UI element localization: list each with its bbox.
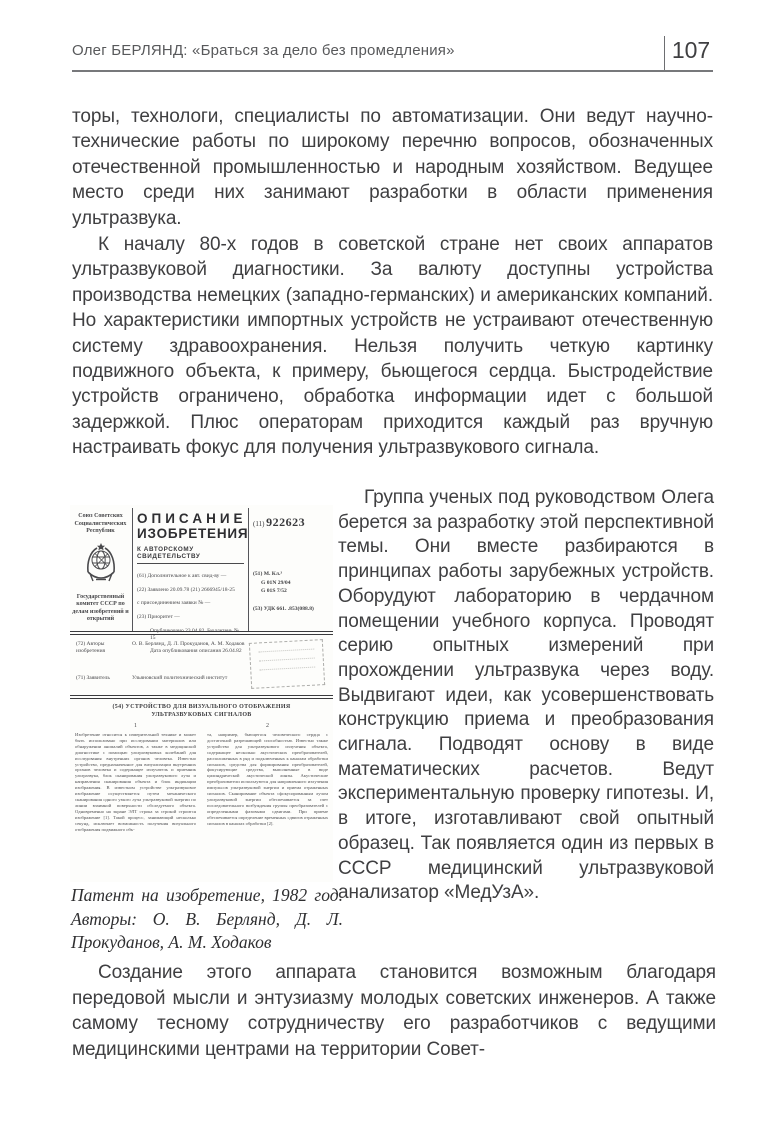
patent-doc-title	[137, 511, 249, 542]
patent-authors-label: (72) Авторы изобретения	[76, 641, 106, 654]
patent-body-column-1	[75, 723, 196, 832]
patent-udc-code: (53) УДК 661. .853(088.8)	[253, 605, 314, 612]
patent-doc-subtitle: К АВТОРСКОМУ СВИДЕТЕЛЬСТВУ	[137, 546, 244, 564]
patent-field-annex: с присоединением заявки № —	[137, 599, 211, 606]
stamp-line	[259, 667, 315, 671]
patent-issuer-block	[71, 513, 130, 624]
patent-column-divider	[132, 508, 133, 631]
patent-horizontal-rule	[70, 695, 333, 699]
patent-column-divider	[248, 508, 249, 631]
stamp	[249, 639, 325, 689]
patent-body-text-1: Изобретение относится к измерительной технике и может быть использовано при исследовании материалов или обнаружении аномалий объектов, а также в медицинской диагностике с помощью ультразвуковых колебаний для исследования внутренних органов человека. Известно устройство, предназначенное для визуализации внутренних органов человека и содержащее излучатель и приемник ультразвука, блок сканирования ультразвукового луча и направления сканирования объекта и блок индикации изображения. В известном устройстве ультразвуковое изображение осуществляется путем механического сканирования одного узкого луча ультразвуковой энергии по линии взаимной поверхности обследуемого объекта. Одновременно на экране ЭЛТ строка за строкой строится изображение [1]. Такой процесс, занимающий несколько секунд, исключает возможность получения визуального отображения подвижного объ-	[75, 732, 196, 832]
paragraph-3: Группа ученых под руководством Олега берется за разработку этой перспективной темы. Они вместе разбираются в принципах работы зарубежных устройств. Оборудуют лабораторию в чердачном помещении учебного корпуса. Проводят серию опытных измерений при прохождении ультразвука через воду. Выдвигают идеи, как усовершенствовать конструкцию приема и преобразования сигнала. Подводят основу в виде математических расчетов. Ведут экспериментальную проверку гипотезы. И, в итоге, изготавливают свой опытный образец. Так появляется один из первых в СССР медицинский ультразвуковой анализатор «МедУзА».	[338, 487, 714, 904]
patent-number-value: 922623	[266, 515, 306, 529]
patent-column-number: 2	[266, 723, 269, 729]
patent-issuer-name: Союз Советских Социалистических Республик	[74, 513, 127, 534]
patent-figure	[70, 505, 333, 882]
page-number: 107	[671, 37, 711, 63]
header-divider	[664, 36, 665, 70]
stamp-line	[258, 649, 314, 653]
running-header-title: Олег БЕРЛЯНД: «Браться за дело без промедления»	[72, 42, 455, 59]
paragraph-4: Создание этого аппарата становится возможным благодаря передовой мысли и энтузиазму молодых советских инженеров. А также самому тесному сотрудничеству его разработчиков с ведущими медицинскими центрами на территории Совет-	[72, 962, 716, 1060]
header-rule	[72, 70, 713, 72]
patent-number-block	[253, 515, 331, 613]
patent-field-publication-date: Дата опубликования описания 26.04.82	[150, 647, 242, 654]
paragraph-1: торы, технологи, специалисты по автоматизации. Они ведут научно-технические работы по широкому перечню вопросов, обозначенных отечественной промышленностью и народным хозяйством. Ведущее место среди них занимают разработки в области применения ультразвука.	[72, 106, 713, 229]
figure-caption: Патент на изобретение, 1982 год. Авторы: О. В. Берлянд, Д. Л. Прокуданов, А. М. Ходаков	[71, 885, 343, 952]
patent-field-61: (61) Дополнительное к авт. свид-ву —	[137, 572, 227, 579]
ussr-coat-of-arms-icon	[84, 542, 118, 584]
patent-body-text-2: та, например, бьющегося человеческого сердца с достаточной разрешающей способностью. Известно также устройство для ультразвукового излучения объекта, содержащее несколько акустических преобразователей, расположенных в ряд и подключенных к каналам обработки сигналов, средства для формирования преобразователей, фокусирующие средства, выполненные в виде цилиндрической акустической линзы. Акустические преобразователи используются для направленного излучения импульсов ультразвуковой энергии и приема отраженных сигналов. Сканирование объекта сфокусированным лучом ультразвуковой энергии обеспечивается за счет последовательного возбуждения группы преобразователей с определенными фазовыми сдвигами. При приеме обеспечивается определение временных сдвигов отраженных сигналов в каналах обработки [2].	[207, 732, 328, 826]
paragraph-2: К началу 80-х годов в советской стране нет своих аппаратов ультразвуковой диагностики. За валюту доступны устройства производства немецких (западно-германских) и американских компаний. Но характеристики импортных устройств не устраивают отечественную систему здравоохранения. Нельзя получить четкую картинку подвижного объекта, к примеру, бьющегося сердца. Быстродействие устройств ограничено, обработка информации идет с большой задержкой. Плюс операторам приходится каждый раз вручную настраивать фокус для получения ультразвукового сигнала.	[72, 234, 713, 459]
patent-column-number: 1	[134, 723, 137, 729]
stamp-line	[259, 658, 315, 662]
patent-authors-names: О. В. Берлянд, Д. Л. Прокуданов, А. М. Ходаков	[132, 641, 245, 647]
patent-number-label: (11)	[253, 520, 265, 528]
patent-number	[253, 515, 331, 530]
patent-class-code-1: G 01N 29/04	[261, 579, 291, 586]
patent-committee-name: Государственный комитет СССР по делам изобретений и открытий	[72, 593, 129, 622]
patent-doc-title-line1: ОПИСАНИЕ	[137, 511, 247, 526]
patent-body-column-2	[207, 723, 328, 832]
patent-horizontal-rule	[70, 631, 333, 635]
patent-class-code-2: G 01S 7/52	[261, 588, 287, 594]
patent-field-22: (22) Заявлено 20.09.78 (21) 2666945/18-25	[137, 586, 235, 593]
patent-body-columns	[75, 723, 328, 832]
patent-invention-title: (54) УСТРОЙСТВО ДЛЯ ВИЗУАЛЬНОГО ОТОБРАЖЕНИЯ УЛЬТРАЗВУКОВЫХ СИГНАЛОВ	[112, 704, 291, 718]
patent-field-published: Опубликовано 23.04.82. Бюллетень № 15	[150, 627, 240, 641]
patent-classification	[253, 570, 331, 596]
patent-applicant-name: Ульяновский политехнический институт	[132, 675, 228, 681]
patent-doc-title-line2: ИЗОБРЕТЕНИЯ	[137, 526, 249, 541]
patent-class-label: (51) М. Кл.³	[253, 571, 283, 577]
patent-applicant-label: (71) Заявитель	[76, 675, 110, 681]
patent-field-23: (23) Приоритет —	[137, 613, 180, 620]
